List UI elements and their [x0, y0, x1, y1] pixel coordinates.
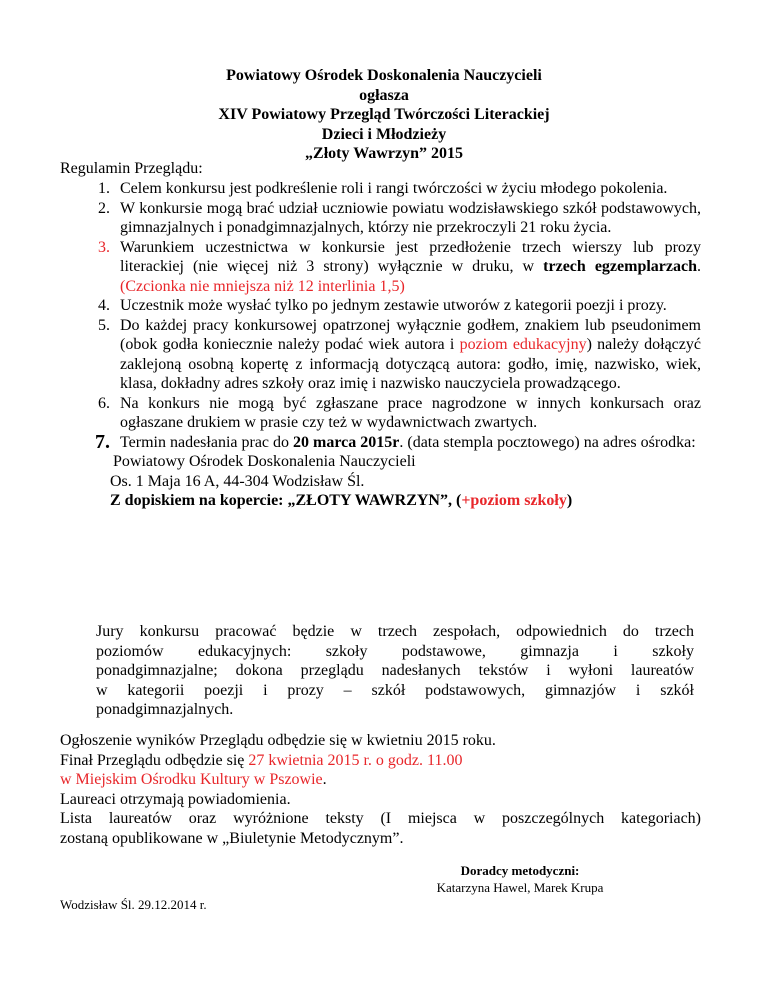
organizer-name: Powiatowy Ośrodek Doskonalenia Nauczycieli	[226, 67, 542, 84]
rule-number: 4.	[98, 297, 110, 314]
envelope-note-text: )	[566, 492, 573, 509]
rule-text: Termin nadesłania prac do	[120, 433, 294, 451]
rule-item	[60, 199, 701, 238]
rule-text: Celem konkursu jest podkreślenie roli i rangi twórczości w życiu młodego pokolenia.	[120, 180, 668, 197]
rule-item	[60, 394, 701, 433]
rule-text: ) należy dołączyć zaklejoną osobną kopertę z informacją dotyczącą autora: godło, imię, nazwisko, wiek, klasa, dokładny adres szkoły oraz imię i nazwisko nauczyciela prowadzącego.	[120, 336, 701, 392]
final-info-text: Finał Przeglądu odbędzie się	[60, 751, 249, 769]
announces-word: ogłasza	[359, 86, 409, 104]
jury-paragraph	[96, 622, 694, 720]
contest-name: „Złoty Wawrzyn” 2015	[305, 145, 463, 162]
jury-line: Jury konkursu pracować będzie w trzech zespołach, odpowiednich do trzech	[96, 623, 694, 640]
advisors-signature	[370, 862, 670, 896]
envelope-note-text: Z dopiskiem na kopercie: „ZŁOTY WAWRZYN”, (	[110, 492, 462, 509]
rule-text: Do każdej pracy konkursowej opatrzonej wyłącznie godłem, znakiem lub pseudonimem (obok godła koniecznie należy podać wiek autora i	[120, 316, 701, 353]
announcement-header	[60, 66, 708, 164]
rule-item	[60, 316, 701, 394]
rule-item	[60, 430, 701, 511]
results-section	[60, 731, 701, 848]
rule-text-bold: trzech egzemplarzach	[543, 258, 698, 275]
rule-number: 6.	[98, 394, 110, 412]
rule-number: 5.	[98, 316, 110, 334]
final-date: 27 kwietnia 2015 r. o godz. 11.00	[248, 751, 463, 769]
jury-line: poziomów edukacyjnych: szkoły podstawowe, gimnazja i szkoły	[96, 642, 694, 660]
rule-number: 1.	[98, 180, 110, 197]
rule-item	[60, 296, 701, 316]
publication-info: zostaną opublikowane w „Biuletynie Metodycznym”.	[60, 829, 404, 847]
envelope-note	[110, 491, 701, 511]
address-line: Powiatowy Ośrodek Doskonalenia Nauczycieli	[113, 453, 416, 470]
deadline-date: 20 marca 2015r	[293, 433, 400, 451]
rule-text: Uczestnik może wysłać tylko po jednym zestawie utworów z kategorii poezji i prozy.	[120, 297, 667, 314]
contest-title: XIV Powiatowy Przegląd Twórczości Literackiej	[218, 106, 550, 123]
regulations-label: Regulamin Przeglądu:	[60, 160, 203, 177]
rule-number: 3.	[98, 238, 110, 256]
address-line: Os. 1 Maja 16 A, 44-304 Wodzisław Śl.	[110, 472, 365, 490]
final-venue	[60, 770, 701, 790]
school-level-note: +poziom szkoły	[461, 492, 567, 509]
rule-item	[60, 179, 701, 199]
advisors-names: Katarzyna Hawel, Marek Krupa	[436, 880, 604, 895]
rule-text: W konkursie mogą brać udział uczniowie powiatu wodzisławskiego szkół podstawowych, gimnazjalnych i ponadgimnazjalnych, którzy nie przekroczyli 21 roku życia.	[120, 199, 701, 236]
rule-number: 2.	[98, 199, 110, 217]
rule-text: Na konkurs nie mogą być zgłaszane prace nagrodzone w innych konkursach oraz ogłaszane drukiem w prasie czy też w wydawnictwach zwartych.	[120, 394, 701, 431]
final-info	[60, 751, 701, 771]
rule-text: .	[697, 258, 702, 275]
jury-line: ponadgimnazjalnych.	[96, 701, 234, 718]
advisors-heading: Doradcy metodyczni:	[460, 863, 580, 878]
rule-text: . (data stempla pocztowego) na adres ośrodka:	[399, 433, 696, 451]
jury-line: ponadgimnazjalne; dokona przeglądu nadesłanych tekstów i wyłoni laureatów	[96, 662, 694, 679]
education-level-note: poziom edukacyjny	[459, 336, 587, 353]
laureates-notification: Laureaci otrzymają powiadomienia.	[60, 790, 291, 808]
rules-list	[60, 179, 701, 511]
final-venue-period: .	[322, 771, 327, 788]
final-venue-text: w Miejskim Ośrodku Kultury w Pszowie	[60, 771, 323, 788]
publication-info: Lista laureatów oraz wyróżnione teksty (I miejsca w poszczególnych kategoriach)	[60, 810, 701, 827]
rule-item	[60, 238, 701, 297]
results-announcement: Ogłoszenie wyników Przeglądu odbędzie się w kwietniu 2015 roku.	[60, 732, 496, 749]
contest-subtitle: Dzieci i Młodzieży	[321, 125, 447, 143]
rule-text: Warunkiem uczestnictwa w konkursie jest przedłożenie trzech wierszy lub prozy literackiej (nie więcej niż 3 strony) wyłącznie w druku, w	[120, 238, 701, 275]
document-date: Wodzisław Śl. 29.12.2014 r.	[60, 897, 207, 912]
jury-line: w kategorii poezji i prozy – szkół podstawowych, gimnazjów i szkół	[96, 681, 694, 699]
rule-number: 7.	[95, 430, 110, 453]
font-requirement-note: (Czcionka nie mniejsza niż 12 interlinia 1,5)	[120, 277, 405, 295]
